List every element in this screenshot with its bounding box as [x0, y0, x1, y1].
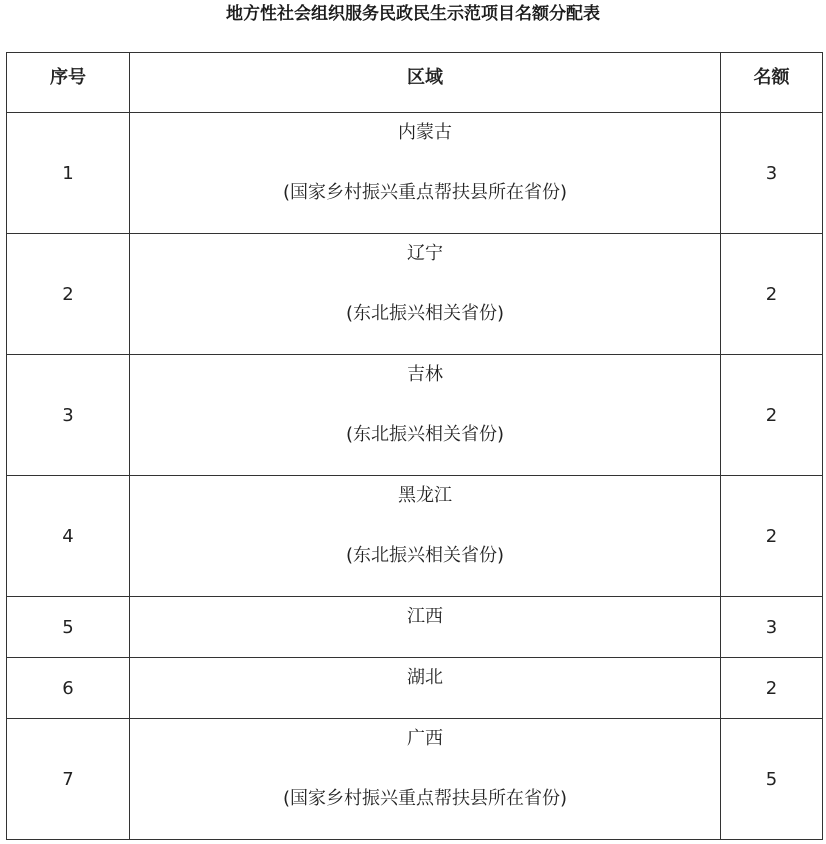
- table-row: [7, 597, 823, 658]
- region-name: 广西: [407, 728, 443, 749]
- region-cell: [130, 355, 721, 476]
- table-row: [7, 476, 823, 597]
- quota-table: [6, 52, 823, 840]
- header-quota: 名额: [721, 53, 823, 113]
- region-name: 黑龙江: [398, 485, 452, 506]
- region-name: 吉林: [407, 364, 443, 385]
- region-name: 湖北: [407, 667, 443, 688]
- row-index: 6: [7, 658, 130, 719]
- row-quota: 3: [721, 113, 823, 234]
- row-quota: 2: [721, 476, 823, 597]
- region-name: 内蒙古: [398, 122, 452, 143]
- region-note: (国家乡村振兴重点帮扶县所在省份): [282, 182, 568, 203]
- table-row: [7, 234, 823, 355]
- table-row: [7, 719, 823, 840]
- region-cell: [130, 658, 721, 719]
- region-note: (东北振兴相关省份): [345, 545, 505, 566]
- region-note: (东北振兴相关省份): [345, 303, 505, 324]
- region-cell: [130, 113, 721, 234]
- table-row: [7, 355, 823, 476]
- row-index: 1: [7, 113, 130, 234]
- region-cell: [130, 234, 721, 355]
- row-quota: 3: [721, 597, 823, 658]
- document-title: 地方性社会组织服务民政民生示范项目名额分配表: [226, 4, 600, 24]
- region-note: (东北振兴相关省份): [345, 424, 505, 445]
- table-header-row: [7, 53, 823, 113]
- region-name: 江西: [407, 606, 443, 627]
- row-quota: 2: [721, 234, 823, 355]
- row-index: 5: [7, 597, 130, 658]
- region-cell: [130, 719, 721, 840]
- region-name: 辽宁: [407, 243, 443, 264]
- row-index: 7: [7, 719, 130, 840]
- row-index: 3: [7, 355, 130, 476]
- region-cell: [130, 476, 721, 597]
- header-index: 序号: [7, 53, 130, 113]
- row-quota: 2: [721, 355, 823, 476]
- row-index: 4: [7, 476, 130, 597]
- header-region: 区域: [130, 53, 721, 113]
- row-quota: 5: [721, 719, 823, 840]
- region-cell: [130, 597, 721, 658]
- table-row: [7, 658, 823, 719]
- row-index: 2: [7, 234, 130, 355]
- row-quota: 2: [721, 658, 823, 719]
- table-row: [7, 113, 823, 234]
- region-note: (国家乡村振兴重点帮扶县所在省份): [282, 788, 568, 809]
